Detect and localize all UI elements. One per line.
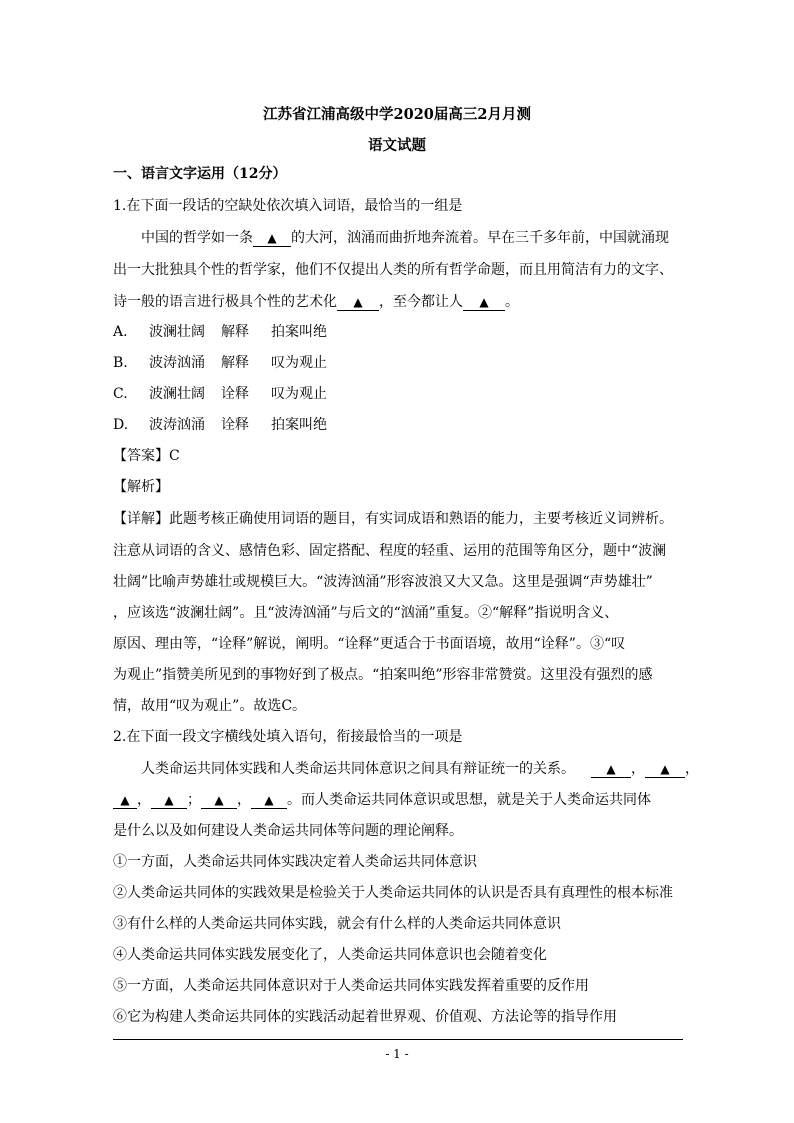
q2-passage-line-1: 人类命运共同体实践和人类命运共同体意识之间具有辩证统一的关系。 ▲ ， ▲ ， [141, 761, 699, 777]
document-title: 江苏省江浦高级中学2020届高三2月月测 [263, 106, 531, 123]
blank-9: ▲ [251, 792, 287, 809]
document-subtitle: 语文试题 [368, 137, 426, 154]
q1-detail-line-6: 为观止”指赞美所见到的事物好到了极点。“拍案叫绝”形容非常赞赏。这里没有强烈的感 [113, 667, 653, 683]
q1-stem: 1.在下面一段话的空缺处依次填入词语，最恰当的一组是 [113, 198, 463, 214]
q1-detail-line-3: 壮阔”比喻声势雄壮或规模巨大。“波涛汹涌”形容波浪又大又急。这里是强调“声势雄壮” [113, 574, 653, 590]
q2-item-6: ⑥它为构建人类命运共同体的实践活动起着世界观、价值观、方法论等的指导作用 [113, 1009, 617, 1025]
page-number: - 1 - [385, 1047, 409, 1061]
q2-item-4: ④人类命运共同体实践发展变化了，人类命运共同体意识也会随着变化 [113, 947, 547, 963]
blank-3: ▲ [463, 294, 505, 311]
blank-4: ▲ [591, 761, 631, 778]
footer-divider [113, 1039, 683, 1040]
q2-item-5: ⑤一方面，人类命运共同体意识对于人类命运共同体实践发挥着重要的反作用 [113, 978, 589, 994]
q1-option-d: D. 波涛汹涌 诠释 拍案叫绝 [113, 417, 327, 433]
q1-passage-line-2: 出一大批独具个性的哲学家，他们不仅提出人类的所有哲学命题，而且用简洁有力的文字、 [113, 262, 673, 278]
q1-detail-line-2: 注意从词语的含义、感情色彩、固定搭配、程度的轻重、运用的范围等角区分，题中“波澜 [113, 543, 667, 559]
q2-passage-line-3: 是什么以及如何建设人类命运共同体等问题的理论阐释。 [113, 823, 463, 839]
q2-item-1: ①一方面，人类命运共同体实践决定着人类命运共同体意识 [113, 854, 477, 870]
section-heading: 一、语言文字运用（12分） [113, 166, 287, 182]
blank-8: ▲ [201, 792, 237, 809]
q1-option-b: B. 波涛汹涌 解释 叹为观止 [113, 355, 327, 371]
q1-analysis-label: 【解析】 [113, 479, 169, 495]
q2-stem: 2.在下面一段文字横线处填入语句，衔接最恰当的一项是 [113, 729, 463, 745]
q1-option-c: C. 波澜壮阔 诠释 叹为观止 [113, 386, 327, 402]
q1-detail-line-1: 【详解】此题考核正确使用词语的题目，有实词成语和熟语的能力，主要考核近义词辨析。 [113, 511, 673, 527]
q2-item-3: ③有什么样的人类命运共同体实践，就会有什么样的人类命运共同体意识 [113, 916, 561, 932]
blank-6: ▲ [113, 792, 137, 809]
blank-5: ▲ [645, 761, 685, 778]
q1-passage-line-1: 中国的哲学如一条 ▲ 的大河，汹涌而曲折地奔流着。早在三千多年前，中国就涌现 [141, 230, 669, 246]
q1-detail-line-7: 情，故用“叹为观止”。故选C。 [113, 698, 307, 714]
blank-7: ▲ [151, 792, 187, 809]
blank-2: ▲ [337, 294, 379, 311]
q1-passage-line-3: 诗一般的语言进行极具个性的艺术化 ▲ ，至今都让人 ▲ 。 [113, 294, 519, 310]
q1-detail-line-4: ，应该选“波澜壮阔”。且“波涛汹涌”与后文的“汹涌”重复。②“解释”指说明含义、 [113, 605, 619, 621]
blank-1: ▲ [253, 230, 291, 247]
q1-detail-line-5: 原因、理由等，“诠释”解说，阐明。“诠释”更适合于书面语境，故用“诠释”。③“叹 [113, 636, 626, 652]
q2-passage-line-2: ▲ ， ▲ ； ▲ ， ▲ 。而人类命运共同体意识或思想，就是关于人类命运共同体 [113, 790, 651, 810]
q1-option-a: A. 波澜壮阔 解释 拍案叫绝 [113, 324, 327, 340]
q2-item-2: ②人类命运共同体的实践效果是检验关于人类命运共同体的认识是否具有真理性的根本标准 [113, 885, 673, 901]
q1-answer: 【答案】C [113, 448, 180, 464]
